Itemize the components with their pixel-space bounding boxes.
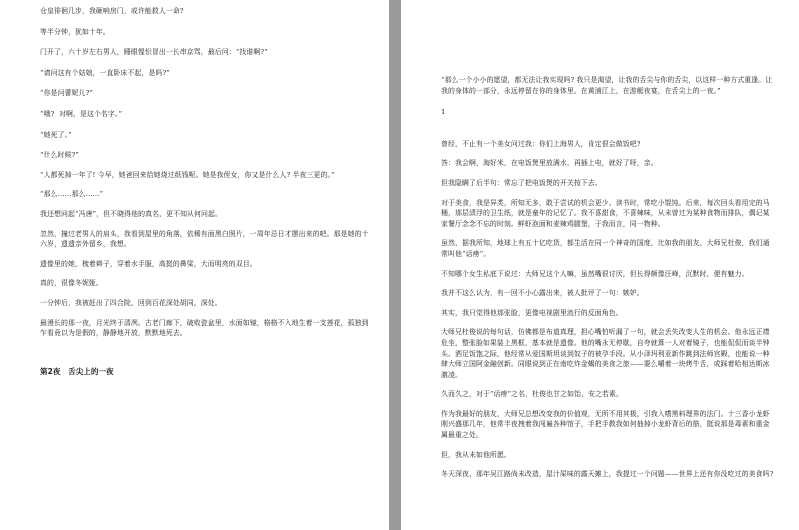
section-marker: 1 bbox=[441, 108, 446, 117]
paragraph: 冬天深夜，那年吴江路尚未改造，屋汁屎味的露天摊上，我提过一个问题——世界上还有你没吃过的美食吗? bbox=[441, 470, 774, 479]
paragraph: 我还想问起“冯唐”，但不晓得他的真名，更不知从何问起。 bbox=[40, 209, 223, 218]
paragraph: 门开了，六十岁左右男人，睡眼惺忪冒出一长串京骂，最后问：“找谁啊?” bbox=[40, 48, 268, 57]
paragraph: 真的，很像冬妮娅。 bbox=[40, 279, 103, 288]
paragraph: 久而久之，对于“话痨”之名，杜俊也甘之如饴，安之若素。 bbox=[441, 390, 624, 399]
paragraph: 虽然，据我所知，地球上有五十亿吃货，都生活在同一个神奇的国度，比如我的朋友，大师兄杜俊，我们通常叫他“话痨”。 bbox=[441, 239, 770, 258]
paragraph: 最漫长的那一夜，月光终于清冽。古老门廊下，破败瓷盆里，水面如镜，格格不入地生着一支莲花，孤独到乍看竟以为是假的，静静地开放，默默地死去。 bbox=[40, 318, 369, 338]
paragraph: “请问这有个姑娘，一直卧床不起，是吗?” bbox=[40, 68, 170, 77]
paragraph: 等半分钟，犹如十年。 bbox=[40, 27, 110, 36]
paragraph: 我并不这么认为，有一回不小心露出来，被人批评了一句：嫉妒。 bbox=[441, 289, 644, 298]
left-page bbox=[0, 0, 389, 530]
paragraph: 遗像里的她，梳着辫子，穿着水手服，高挺的鼻梁，大而明亮的双目。 bbox=[40, 259, 257, 268]
paragraph: 仓皇徘徊几步，我砸响房门，或许能救人一命? bbox=[40, 7, 184, 15]
paragraph: 忽然，撞过老男人的肩头，我看到屋里的角落，依稀有面黑白照片，一周年忌日才摆出来的吧。那是她的十六岁，遗遗亲外留乡，我想。 bbox=[40, 229, 369, 249]
paragraph: “那么一个小小的愿望，都无法让我实现吗? 我只是渴望，让我的舌尖与你的舌尖，以这样一种方式重逢。让我的身体的一部分，永远停留在你的身体里。在黄浦江上，在游艇夜宴，在舌尖上的一夜。” bbox=[441, 76, 773, 95]
paragraph: “她死了。” bbox=[40, 130, 72, 139]
paragraph: “那么……那么……” bbox=[40, 190, 104, 199]
paragraph: 一分钟后，我被赶出了四合院，回到百花深处胡同，深处。 bbox=[40, 298, 222, 307]
right-page bbox=[401, 0, 799, 530]
paragraph: 大师兄杜俊说的每句话，仿佛都是布道真理，担心嘴怕听漏了一句，就会丢失改变人生的机会。他永远正襟危坐，整张脸如果装上黑框，基本就是遗像。他的嘴永无停歇，自夸就算一人对着镜子，也能侃侃而谈半钟头。洒足饭饱之际，他经常从爱国斯坦谈到奴子的被孕手段。从小泽玛利亚新作跳到法师宫殿，也能说一种肆大师立国阿金融创新。同眼说到正在南吃炸金蝎的美食之旅——要么嚼着一块烤牛舌，或踩着哈相达斯冰激凌。 bbox=[441, 328, 770, 379]
paragraph: 但我隐瞒了后半句：常忘了把电饭煲的开关按下去。 bbox=[441, 178, 602, 187]
paragraph: 作为我最好的朋友，大师兄总想改变我的价值观，无所不用其极，引我入嗜黑料理界的法门。十三香小龙虾刚兴盛那几年，他常半夜拽着我闯遍各种馆子，手把手教我如何抽掉小龙虾背后的筋，挺说那是毒素和重金属最重之处。 bbox=[441, 409, 770, 440]
paragraph: “人都死掉一年了! 今早，她爸回来给她烧过纸钱呢。她是我侄女，你又是什么人? 半夜三更的。” bbox=[40, 170, 335, 179]
paragraph: “你是问蕾妮儿?” bbox=[40, 89, 93, 98]
paragraph: “哦? 对啊，是这个名字。” bbox=[40, 109, 123, 118]
paragraph: 但，我从未如他所愿。 bbox=[441, 450, 511, 459]
paragraph: 其实，我只觉得他那张脸，更像电视剧里流行的反面角色。 bbox=[441, 308, 623, 317]
paragraph: 不知哪个女生私底下说过：大师兄这个人嘛，虽然嘴很讨厌，但长得颇像汪峰，沉默时，便有魅力。 bbox=[441, 269, 749, 278]
chapter-title: 第2夜 舌尖上的一夜 bbox=[40, 366, 114, 376]
paragraph: 曾经，不止有一个美女问过我：你们上海男人，肯定很会做饭吧? bbox=[441, 139, 641, 148]
paragraph: 对于美食，我是异类，所知无多，敢于尝试的机会更少。读书时，常吃小馄饨。后来，每次回头看用完的马桶，那层渍浮的卫生纸，就是童年的记忆了。我不喜甜食，不喜辣味，从未曾过为某种食物而排队，偶记某家餐厅念念不忘的时刻。鲜虾泡面和麦辣鸡腿堡，于我而言，同一物种。 bbox=[441, 198, 770, 228]
paragraph: “什么时候?” bbox=[40, 151, 80, 160]
paragraph: 答：我会啊，淘好米，在电饭煲里放满水，再插上电，就好了呀，亲。 bbox=[441, 159, 658, 168]
